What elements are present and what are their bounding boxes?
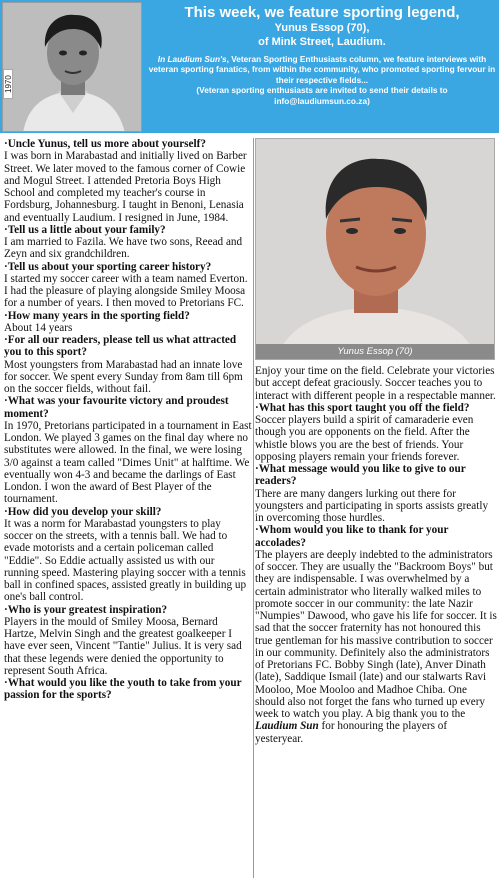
qa-item: [255, 524, 497, 745]
qa-item: [4, 604, 252, 678]
question: ·How did you develop your skill?: [4, 505, 162, 518]
qa-item: [255, 402, 497, 463]
right-column: [255, 138, 497, 878]
answer-text: The players are deeply indebted to the administrators of soccer. They are usually the "Backroom Boys" but they are indispensable. I was overwhelmed by a certain administrator who literally walked miles to promote soccer in our community: the late Nazir "Numpies" Dawood, who gave his life for soccer. It is sad that the soccer fraternity has not honoured this true gentleman for his massive contribution to soccer in our community. Definitely also the administrators of Pretorians FC. Bobby Singh (late), Anver Dinath (late), Saddique Ismail (late) and our stalwarts Ravi Mooloo, Moe Mooloo and Madhoe Chiba. One should also not forget the fans who turned up every week to watch you play. A big thank you to the: [255, 548, 497, 720]
question: ·What message would you like to give to our readers?: [255, 463, 466, 488]
feature-header: [0, 0, 499, 133]
qa-item: [4, 138, 252, 224]
answer: [255, 549, 497, 745]
current-portrait-image: [256, 139, 495, 360]
paper-name: Laudium Sun: [255, 720, 319, 733]
question: ·For all our readers, please tell us what attracted you to this sport?: [4, 334, 237, 359]
qa-item: [4, 334, 252, 395]
qa-item: [4, 310, 252, 335]
column-divider: [253, 138, 254, 878]
answer: Enjoy your time on the field. Celebrate your victories but accept defeat graciously. Soccer teaches you to interact with different people in a respectable manner.: [255, 365, 496, 402]
question: ·What has this sport taught you off the field?: [255, 401, 470, 414]
answer: Most youngsters from Marabastad had an innate love for soccer. We spent every Sunday from 8am till 6pm on the soccer fields, without fail.: [4, 358, 243, 395]
qa-item: [255, 365, 497, 402]
header-text: [148, 4, 496, 106]
question: ·How many years in the sporting field?: [4, 309, 190, 322]
current-portrait-photo: [255, 138, 495, 360]
qa-item: [4, 395, 252, 505]
answer: In 1970, Pretorians participated in a tournament in East London. We played 3 games on the final day where no substitutes were allowed. In the final, we were losing 3/0 against a team called "Dimes Unit" at halftime. We eventually won 4-3 and became the darlings of East London. I won the award of Best Player of the tournament.: [4, 419, 252, 506]
qa-item: [255, 463, 497, 524]
header-description: [148, 54, 496, 85]
header-address: of Mink Street, Laudium.: [258, 36, 386, 48]
closing-text: for honouring the players of yesteryear.: [255, 720, 448, 745]
left-column: [4, 138, 252, 878]
question: ·What was your favourite victory and proudest moment?: [4, 395, 229, 420]
answer: Soccer players build a spirit of camaraderie even though you are opponents on the field. After the whistle blows you are the best of friends. Your opposing players remain your friends forever.: [255, 414, 474, 463]
answer: I was born in Marabastad and initially lived on Barber Street. We later moved to the famous corner of Cowie and Mogul Street. I attended Pretoria Boys High School and completed my teacher's course in Fordsburg, Johannesburg. I taught in Benoni, Lenasia and eventually Laudium. I resigned in June, 1984.: [4, 150, 247, 224]
qa-item: [4, 506, 252, 604]
answer: Players in the mould of Smiley Moosa, Bernard Hartze, Melvin Singh and the greatest goalkeeper I have ever seen, Vincent "Tantie" Julius. It is very sad that these legends were denied the opportunity to represent South Africa.: [4, 615, 242, 677]
young-portrait-image: [3, 3, 142, 132]
question: ·Uncle Yunus, tell us more about yourself?: [4, 138, 206, 150]
young-portrait-photo: [2, 2, 142, 132]
header-paper-name: In Laudium Sun's: [157, 54, 227, 64]
question: ·What would you like the youth to take from your passion for the sports?: [4, 677, 242, 702]
photo-year-tag: 1970: [3, 69, 13, 99]
answer: There are many dangers lurking out there for youngsters and participating in sports assists greatly in overcoming those hurdles.: [255, 487, 489, 524]
qa-item: [4, 224, 252, 261]
header-title: This week, we feature sporting legend,: [184, 4, 460, 21]
question: ·Tell us a little about your family?: [4, 223, 166, 236]
photo-caption: Yunus Essop (70): [256, 344, 494, 359]
question: ·Tell us about your sporting career history?: [4, 260, 212, 273]
answer: I am married to Fazila. We have two sons, Reead and Zeyn and six grandchildren.: [4, 236, 243, 261]
answer: About 14 years: [4, 321, 73, 334]
header-name: Yunus Essop (70),: [274, 22, 370, 34]
header-invite: (Veteran sporting enthusiasts are invited to send their details to info@laudiumsun.co.za): [196, 85, 448, 106]
answer: I started my soccer career with a team named Everton. I had the pleasure of playing alongside Smiley Moosa for a number of years. I then moved to Pretorians FC.: [4, 272, 248, 310]
question: ·Who is your greatest inspiration?: [4, 603, 168, 616]
answer: It was a norm for Marabastad youngsters to play soccer on the streets, with a tennis ball. We had to evade motorists and a certain policeman called "Eddie". So Eddie actually assisted us with our running speed. Mastering playing soccer with a tennis ball in confined spaces, assisted greatly in building up one's ball control.: [4, 517, 247, 604]
header-description-text: , Veteran Sporting Enthusiasts column, we feature interviews with veteran sporting fanatics, from within the community, who promoted sporting fervour in their respective fields...: [148, 54, 496, 85]
qa-item: [4, 677, 252, 702]
question: ·Whom would you like to thank for your accolades?: [255, 524, 449, 549]
qa-item: [4, 261, 252, 310]
